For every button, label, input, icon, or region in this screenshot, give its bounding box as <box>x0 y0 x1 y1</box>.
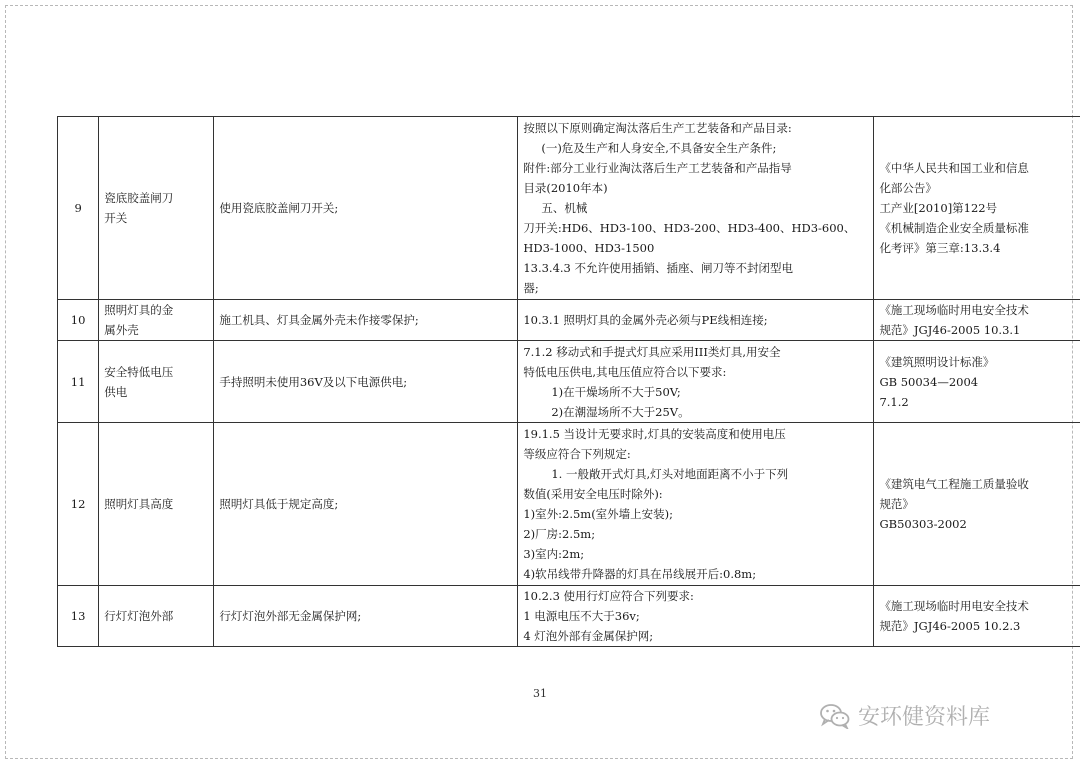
issue-cell: 施工机具、灯具金属外壳未作接零保护; <box>214 300 518 341</box>
standard-line: 19.1.5 当设计无要求时,灯具的安装高度和使用电压 <box>523 427 786 441</box>
standard-line: HD3-1000、HD3-1500 <box>523 241 655 255</box>
standard-line: 4 灯泡外部有金属保护网; <box>523 629 654 643</box>
cell-line: 工产业[2010]第122号 <box>879 201 998 215</box>
basis-cell <box>874 300 1080 341</box>
standard-line: 10.3.1 照明灯具的金属外壳必须与PE线相连接; <box>523 313 768 327</box>
issue-cell: 行灯灯泡外部无金属保护网; <box>214 586 518 647</box>
watermark <box>820 700 990 731</box>
table-body <box>58 117 1080 647</box>
item-cell <box>99 117 214 300</box>
issue-cell: 使用瓷底胶盖闸刀开关; <box>214 117 518 300</box>
cell-line: 《建筑照明设计标准》 <box>879 354 995 369</box>
standard-line: 附件:部分工业行业淘汰落后生产工艺装备和产品指导 <box>523 161 792 175</box>
standard-cell <box>518 117 874 300</box>
issue-cell: 手持照明未使用36V及以下电源供电; <box>214 341 518 423</box>
basis-cell <box>874 341 1080 423</box>
cell-line: 《机械制造企业安全质量标准 <box>879 221 1029 235</box>
row-number: 11 <box>58 341 99 423</box>
standard-line: 1 电源电压不大于36v; <box>523 609 640 623</box>
standard-line: 7.1.2 移动式和手提式灯具应采用III类灯具,用安全 <box>523 344 781 359</box>
cell-line: 化部公告》 <box>879 181 937 195</box>
standard-line: 4)软吊线带升降器的灯具在吊线展开后:0.8m; <box>523 567 757 581</box>
cell-line: 7.1.2 <box>879 394 909 409</box>
basis-cell <box>874 586 1080 647</box>
standard-line: 1)在干燥场所不大于50V; <box>551 384 681 399</box>
wechat-icon <box>820 703 850 729</box>
cell-line: 安全特低电压 <box>104 364 174 379</box>
standard-cell <box>518 423 874 586</box>
standard-line: 按照以下原则确定淘汰落后生产工艺装备和产品目录: <box>523 121 792 135</box>
standard-line: 等级应符合下列规定: <box>523 447 631 461</box>
standard-line: 1. 一般敞开式灯具,灯头对地面距离不小于下列 <box>551 467 789 481</box>
standard-line: 3)室内:2m; <box>523 547 585 561</box>
row-number: 10 <box>58 300 99 341</box>
standard-line: 2)厂房:2.5m; <box>523 527 596 541</box>
cell-line: GB50303-2002 <box>879 517 967 531</box>
cell-line: 行灯灯泡外部 <box>104 609 174 623</box>
cell-line: GB 50034—2004 <box>879 374 979 389</box>
page-number: 31 <box>533 687 547 700</box>
table-row <box>58 423 1080 586</box>
table-row <box>58 300 1080 341</box>
standard-line: 13.3.4.3 不允许使用插销、插座、闸刀等不封闭型电 <box>523 261 794 275</box>
standard-line: (一)危及生产和人身安全,不具备安全生产条件; <box>541 141 777 155</box>
cell-line: 化考评》第三章:13.3.4 <box>879 241 1001 255</box>
standard-line: 器; <box>523 281 539 295</box>
regulation-table <box>57 116 1080 647</box>
cell-line: 属外壳 <box>104 323 139 337</box>
item-cell <box>99 423 214 586</box>
standard-line: 数值(采用安全电压时除外): <box>523 487 663 501</box>
standard-line: 特低电压供电,其电压值应符合以下要求: <box>523 364 727 379</box>
issue-cell: 照明灯具低于规定高度; <box>214 423 518 586</box>
standard-line: 2)在潮湿场所不大于25V。 <box>551 404 690 419</box>
cell-line: 规范》JGJ46-2005 10.3.1 <box>879 323 1021 337</box>
cell-line: 供电 <box>104 384 128 399</box>
basis-cell <box>874 423 1080 586</box>
cell-line: 规范》JGJ46-2005 10.2.3 <box>879 619 1021 633</box>
standard-cell <box>518 300 874 341</box>
cell-line: 《施工现场临时用电安全技术 <box>879 599 1029 613</box>
standard-line: 目录(2010年本) <box>523 181 608 195</box>
item-cell <box>99 341 214 423</box>
cell-line: 瓷底胶盖闸刀 <box>104 191 174 205</box>
cell-line: 《建筑电气工程施工质量验收 <box>879 477 1029 491</box>
standard-cell <box>518 586 874 647</box>
item-cell <box>99 586 214 647</box>
cell-line: 照明灯具的金 <box>104 303 174 317</box>
cell-line: 照明灯具高度 <box>104 497 174 511</box>
table-row <box>58 117 1080 300</box>
row-number: 9 <box>58 117 99 300</box>
standard-line: 1)室外:2.5m(室外墙上安装); <box>523 507 674 521</box>
row-number: 12 <box>58 423 99 586</box>
cell-line: 规范》 <box>879 497 914 511</box>
table-row <box>58 586 1080 647</box>
watermark-text: 安环健资料库 <box>858 705 991 730</box>
cell-line: 开关 <box>104 211 128 225</box>
standard-line: 刀开关:HD6、HD3-100、HD3-200、HD3-400、HD3-600、 <box>523 221 856 235</box>
standard-line: 10.2.3 使用行灯应符合下列要求: <box>523 589 694 603</box>
standard-line: 五、机械 <box>541 201 588 215</box>
row-number: 13 <box>58 586 99 647</box>
cell-line: 《中华人民共和国工业和信息 <box>879 161 1029 175</box>
table-row <box>58 341 1080 423</box>
standard-cell <box>518 341 874 423</box>
item-cell <box>99 300 214 341</box>
cell-line: 《施工现场临时用电安全技术 <box>879 303 1029 317</box>
basis-cell <box>874 117 1080 300</box>
